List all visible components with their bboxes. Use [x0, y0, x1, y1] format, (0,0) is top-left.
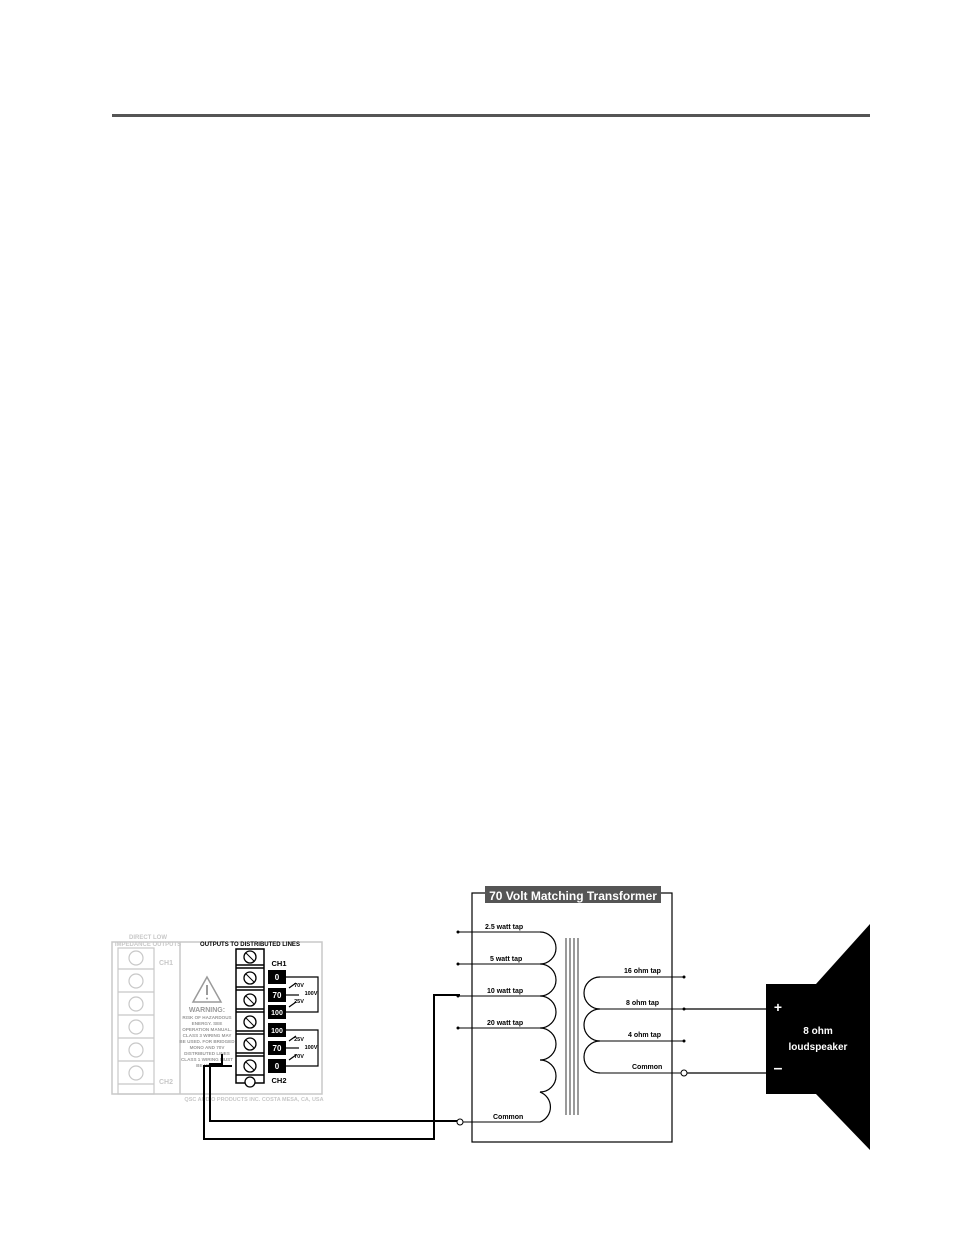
volt-70-bottom: 70V — [294, 1054, 304, 1060]
warning-line: RISK OF HAZARDOUS — [182, 1015, 232, 1020]
volt-100-bottom: 100V — [304, 1045, 318, 1051]
secondary-common-label: Common — [632, 1064, 663, 1071]
tap-8-ohm: 8 ohm tap — [626, 1000, 660, 1007]
speaker-wiring — [684, 1009, 766, 1073]
speaker-plus: + — [773, 999, 783, 1015]
transformer-title: 70 Volt Matching Transformer — [489, 889, 657, 903]
transformer-core — [566, 938, 578, 1115]
primary-common-label: Common — [493, 1114, 524, 1121]
direct-ch2-label: CH2 — [158, 1079, 174, 1086]
ch1-label: CH1 — [271, 959, 287, 968]
tap-5-watt: 5 watt tap — [490, 956, 523, 963]
primary-coil — [540, 932, 556, 1122]
primary-lead-ends — [457, 931, 460, 1030]
warning-line: MONO AND 70V — [189, 1045, 225, 1050]
warning-title: WARNING: — [188, 1007, 226, 1014]
volt-70-top: 70V — [294, 983, 304, 989]
tap-boxes — [268, 970, 286, 1073]
warning-line: BE USED. FOR BRIDGED — [179, 1039, 235, 1044]
tap-70-top: 70 — [272, 991, 282, 1000]
distributed-header: OUTPUTS TO DISTRIBUTED LINES — [200, 942, 300, 948]
speaker-minus: – — [773, 1060, 783, 1077]
transformer — [457, 886, 688, 1142]
tap-100-bottom: 100 — [271, 1028, 283, 1035]
warning-line: ENERGY. SEE — [191, 1021, 223, 1026]
speaker-cone — [816, 924, 870, 1150]
loudspeaker-icon — [766, 924, 870, 1150]
volt-25-top: 25V — [294, 999, 304, 1005]
tap-2-5-watt: 2.5 watt tap — [485, 924, 524, 931]
direct-terminals — [118, 951, 154, 1084]
ch2-label: CH2 — [271, 1076, 287, 1085]
tap-70-bottom: 70 — [272, 1044, 282, 1053]
direct-terminal-strip — [118, 948, 154, 1094]
warning-line: BE USED. — [196, 1063, 218, 1068]
speaker-label-2: loudspeaker — [788, 1042, 848, 1053]
tap-20-watt: 20 watt tap — [487, 1020, 524, 1027]
tap-4-ohm: 4 ohm tap — [628, 1032, 662, 1039]
primary-common-terminal — [457, 1119, 463, 1125]
warning-line: CLASS 3 WIRING MAY — [182, 1033, 232, 1038]
tap-10-watt: 10 watt tap — [487, 988, 524, 995]
panel-footer: QSC AUDIO PRODUCTS INC. COSTA MESA, CA, USA — [184, 1097, 324, 1103]
direct-header-2: IMPEDANCE OUTPUTS — [114, 942, 182, 948]
warning-text — [179, 1015, 235, 1068]
tap-0-top: 0 — [274, 973, 280, 982]
tap-100-top: 100 — [271, 1010, 283, 1017]
warning-line: DISTRIBUTED LINES — [184, 1051, 230, 1056]
warning-triangle-icon — [193, 977, 221, 1002]
amp-wiring — [204, 995, 460, 1139]
direct-header-1: DIRECT LOW — [129, 935, 167, 941]
warning-line: CLASS 1 WIRING MUST — [180, 1057, 234, 1062]
tap-0-bottom: 0 — [274, 1062, 280, 1071]
distributed-terminal-strip — [236, 949, 264, 1087]
amplifier-panel — [112, 935, 324, 1103]
tap-16-ohm: 16 ohm tap — [624, 968, 661, 975]
secondary-common-terminal — [681, 1070, 687, 1076]
volt-25-bottom: 25V — [294, 1037, 304, 1043]
speaker-label-1: 8 ohm — [803, 1026, 833, 1037]
direct-ch1-label: CH1 — [158, 960, 174, 967]
direct-output-section — [115, 935, 181, 1094]
warning-line: OPERATION MANUAL. — [182, 1027, 232, 1032]
secondary-coil — [584, 977, 600, 1073]
volt-100-top: 100V — [304, 991, 318, 997]
